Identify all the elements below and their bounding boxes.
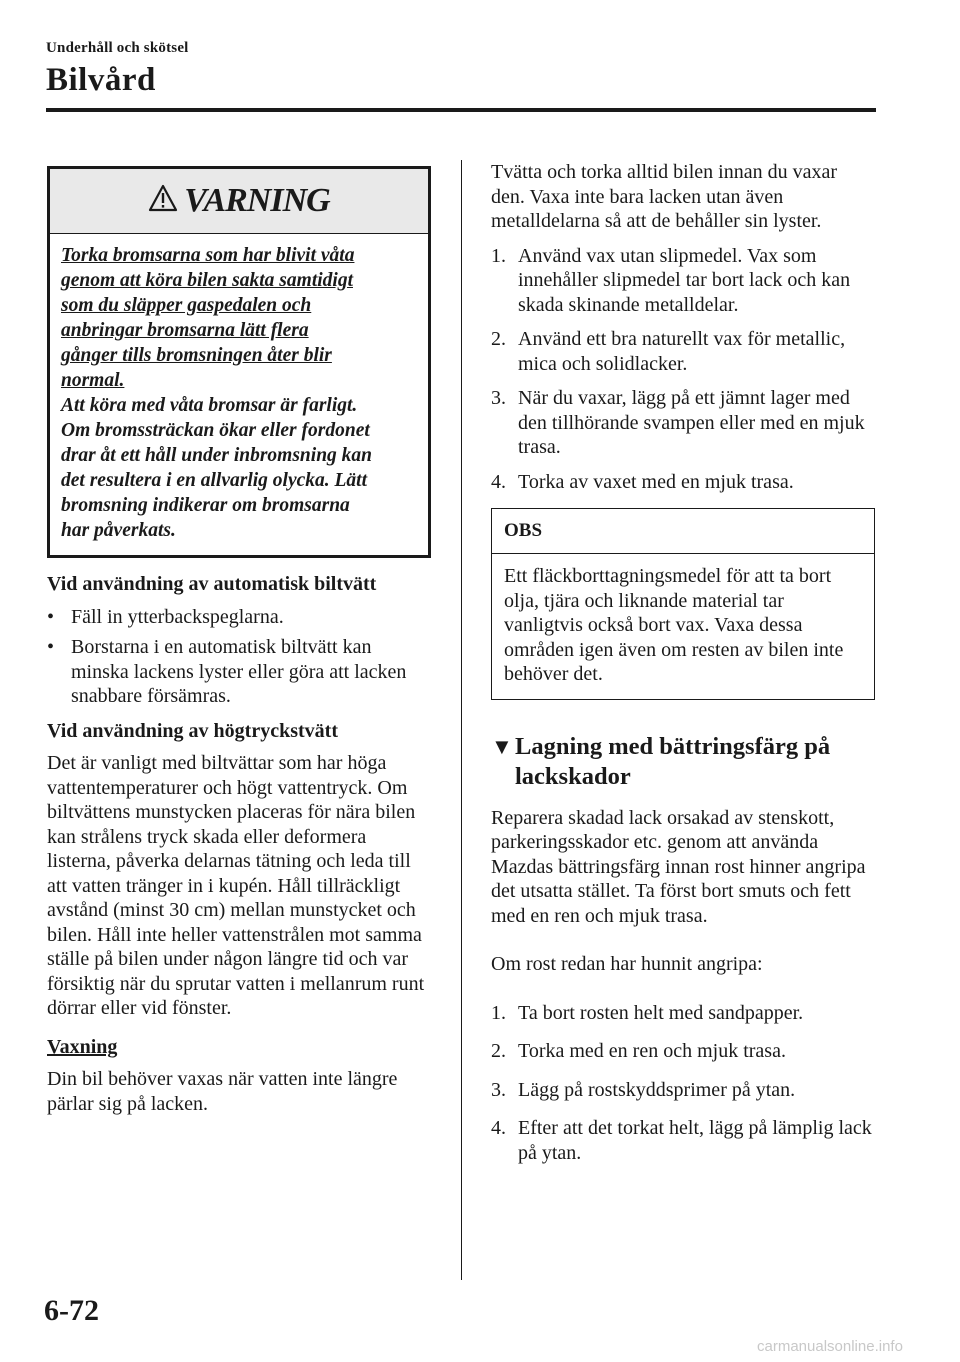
rust-step [491,1116,875,1165]
auto-wash-heading: Vid användning av automatisk biltvätt [47,573,377,595]
left-column [47,166,431,1116]
list-item-text: Fäll in ytterbackspeglarna. [71,605,284,628]
section-label: Underhåll och skötsel [46,40,189,56]
pressure-wash-heading: Vid användning av högtryckstvätt [47,719,338,742]
waxing-intro: Tvätta och torka alltid bilen innan du vaxar den. Vaxa inte bara lacken utan även metalldelarna så att de behåller sin lyster. [491,161,837,232]
rust-step [491,1001,875,1026]
step-text: Lägg på rostskyddsprimer på ytan. [518,1078,796,1101]
waxing-heading: Vaxning [47,1035,118,1058]
warning-emphasis-line: som du släpper gaspedalen och [61,295,312,316]
warning-text-line: har påverkats. [61,520,176,541]
warning-title: VARNING [184,181,330,219]
page-title: Bilvård [46,62,156,98]
warning-text-line: Att köra med våta bromsar är farligt. [61,395,358,416]
warning-body [50,234,428,555]
step-number: 4. [491,470,506,493]
bullet-icon: • [47,636,55,658]
warning-emphasis-line: Torka bromsarna som har blivit våta [61,245,355,266]
warning-emphasis-line: anbringar bromsarna lätt flera [61,320,309,341]
step-text: Ta bort rosten helt med sandpapper. [518,1001,804,1024]
warning-text-line: Om bromssträckan ökar eller fordonet [61,420,370,441]
bullet-icon: • [47,605,55,628]
warning-emphasis-line: normal. [61,370,125,391]
pressure-wash-text: Det är vanligt med biltvättar som har höga vattentemperaturer och högt vattentryck. Om biltvättens munstycken placeras för nära bilen kan strålens tryck skada eller deformera listerna, påverka delarnas tätning och leda till att vatten tränger in i kupén. Håll tillräckligt avstånd (minst 30 cm) mellan munstycket och bilen. Håll inte heller vattenstrålen mot samma ställe på bilen under någon längre tid och var försiktig när du sprutar vatten i mellanrum runt dörrar eller vid fönster. [47,752,425,1019]
wax-step [491,470,875,495]
step-number: 2. [491,328,506,350]
section-heading-text: Lagning med bättringsfärg på lackskador [515,732,831,790]
header-rule [46,108,876,112]
warning-emphasis-line: gånger tills bromsningen åter blir [61,345,332,366]
note-box [491,508,875,700]
warning-text-line: bromsning indikerar om bromsarna [61,495,350,516]
step-text: Torka av vaxet med en mjuk trasa. [518,470,794,493]
rust-step [491,1078,875,1103]
step-number: 1. [491,1001,506,1024]
waxing-text: Din bil behöver vaxas när vatten inte längre pärlar sig på lacken. [47,1068,398,1115]
step-number: 3. [491,1078,506,1101]
warning-box [47,166,431,558]
list-item-text: Borstarna i en automatisk biltvätt kan minska lackens lyster eller göra att lacken snabbare försämras. [71,636,407,707]
list-item [47,605,431,630]
step-number: 1. [491,244,506,267]
step-number: 2. [491,1040,506,1062]
step-text: När du vaxar, lägg på ett jämnt lager med den tillhörande svampen eller med en mjuk trasa. [518,387,865,458]
list-item [47,635,431,709]
triangle-marker-icon: ▼ [491,733,513,759]
warning-triangle-icon [148,184,178,219]
note-title: OBS [492,509,874,554]
warning-header [50,169,428,234]
rust-step [491,1039,875,1064]
step-number: 4. [491,1117,506,1139]
warning-emphasis-line: genom att köra bilen sakta samtidigt [61,270,353,291]
column-divider [461,160,462,1280]
warning-text-line: det resultera i en allvarlig olycka. Lätt [61,470,368,491]
wax-step [491,386,875,460]
warning-text-line: drar åt ett håll under inbromsning kan [61,445,373,466]
step-text: Använd ett bra naturellt vax för metallic, mica och solidlacker. [518,328,846,375]
right-column [491,160,875,1165]
section-heading [491,732,875,792]
step-text: Använd vax utan slipmedel. Vax som innehåller slipmedel tar bort lack och kan skada skinande metalldelar. [518,244,851,316]
note-text: Ett fläckborttagningsmedel för att ta bort olja, tjära och liknande material tar vanligtvis också bort vax. Vaxa dessa områden igen även om resten av bilen inte behöver det. [504,565,844,685]
rust-intro: Om rost redan har hunnit angripa: [491,953,763,975]
repair-text: Reparera skadad lack orsakad av stenskott, parkeringsskador etc. genom att använda Mazdas bättringsfärg innan rost hinner angripa det utsatta stället. Ta först bort smuts och fett med en ren och mjuk trasa. [491,806,866,927]
page-number: 6-72 [44,1294,99,1327]
step-text: Efter att det torkat helt, lägg på lämplig lack på ytan. [518,1117,872,1164]
watermark: carmanualsonline.info [757,1338,903,1355]
wax-step [491,244,875,318]
wax-step [491,327,875,376]
step-text: Torka med en ren och mjuk trasa. [518,1040,786,1062]
step-number: 3. [491,387,506,409]
